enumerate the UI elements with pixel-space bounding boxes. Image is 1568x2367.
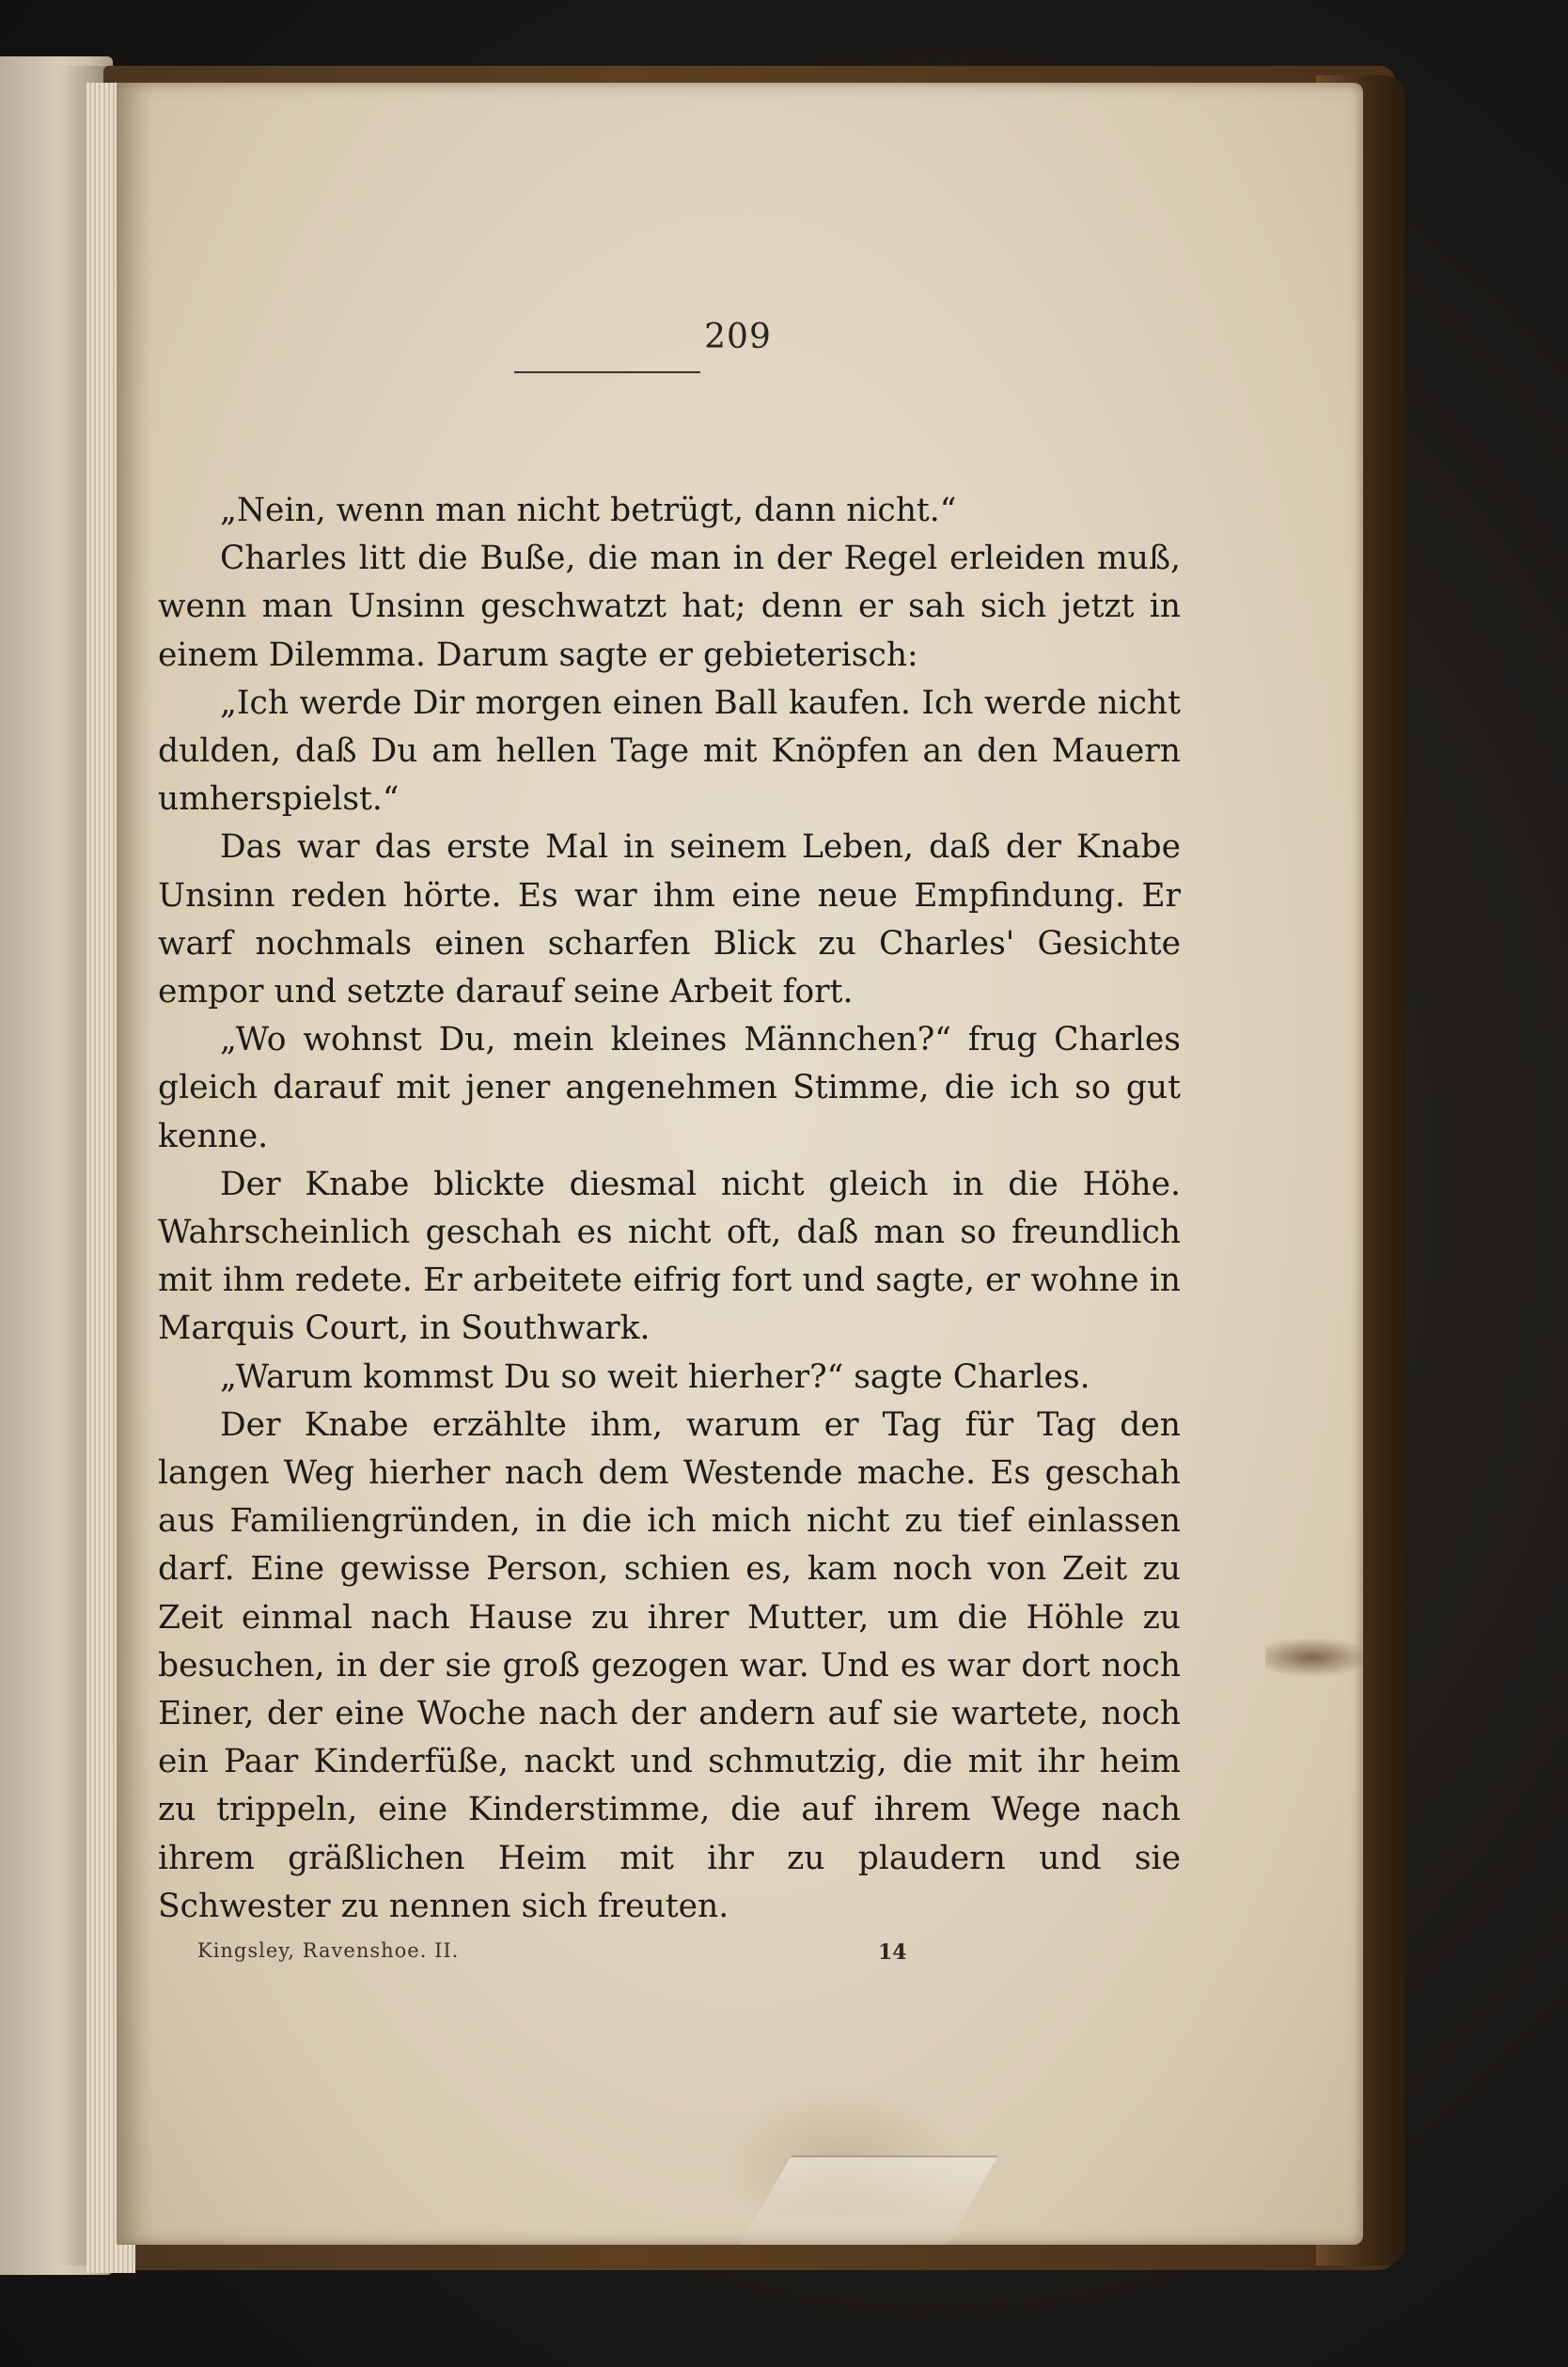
paragraph: Charles litt die Buße, die man in der Regel erleiden muß, wenn man Unsinn geschwatzt hat; denn er sah sich jetzt in einem Dilemma. Darum sagte er gebieterisch: xyxy=(158,540,1181,674)
page-gutter-shade xyxy=(117,83,154,2245)
paragraph: „Ich werde Dir morgen einen Ball kaufen. Ich werde nicht dulden, daß Du am hellen Tage mit Knöpfen an den Mauern umherspielst.“ xyxy=(158,683,1181,819)
page-number: 209 xyxy=(704,318,772,356)
header-rule xyxy=(514,371,700,373)
paragraph: Das war das erste Mal in seinem Leben, daß der Knabe Unsinn reden hörte. Es war ihm eine neue Empfindung. Er warf nochmals einen scharfen Blick zu Charles' Gesichte empor und setzte darauf seine Arbeit fort. xyxy=(158,828,1181,1011)
paragraph: Der Knabe blickte diesmal nicht gleich in die Höhe. Wahrscheinlich geschah es nicht oft, daß man so freundlich mit ihm redete. Er arbeitete eifrig fort und sagte, er wohne in Marquis Court, in Southwark. xyxy=(158,1165,1181,1348)
book-page xyxy=(117,83,1363,2245)
footer-signature: Kingsley, Ravenshoe. II. xyxy=(197,1939,460,1962)
paragraph: Der Knabe erzählte ihm, warum er Tag für Tag den langen Weg hierher nach dem Westende mache. Es geschah aus Familiengründen, in die ich mich nicht zu tief einlassen darf. Eine gewisse Person, schien es, kam noch von Zeit zu Zeit einmal nach Hause zu ihrer Mutter, um die Höhle zu besuchen, in der sie groß gezogen war. Und es war dort noch Einer, der eine Woche nach der andern auf sie wartete, noch ein Paar Kinderfüße, nackt und schmutzig, die mit ihr heim zu trippeln, eine Kinderstimme, die auf ihrem Wege nach ihrem gräßlichen Heim mit ihr zu plaudern und sie Schwester zu nennen sich freuten. xyxy=(158,1405,1181,1925)
paragraph: „Warum kommst Du so weit hierher?“ sagte Charles. xyxy=(220,1357,1090,1396)
body-text xyxy=(158,487,1181,1931)
paragraph: „Nein, wenn man nicht betrügt, dann nicht.“ xyxy=(220,492,957,529)
paragraph: „Wo wohnst Du, mein kleines Männchen?“ frug Charles gleich darauf mit jener angenehmen Stimme, die ich so gut kenne. xyxy=(158,1021,1181,1155)
ink-spot xyxy=(1265,1638,1363,1676)
footer-sheet-number: 14 xyxy=(878,1940,907,1965)
